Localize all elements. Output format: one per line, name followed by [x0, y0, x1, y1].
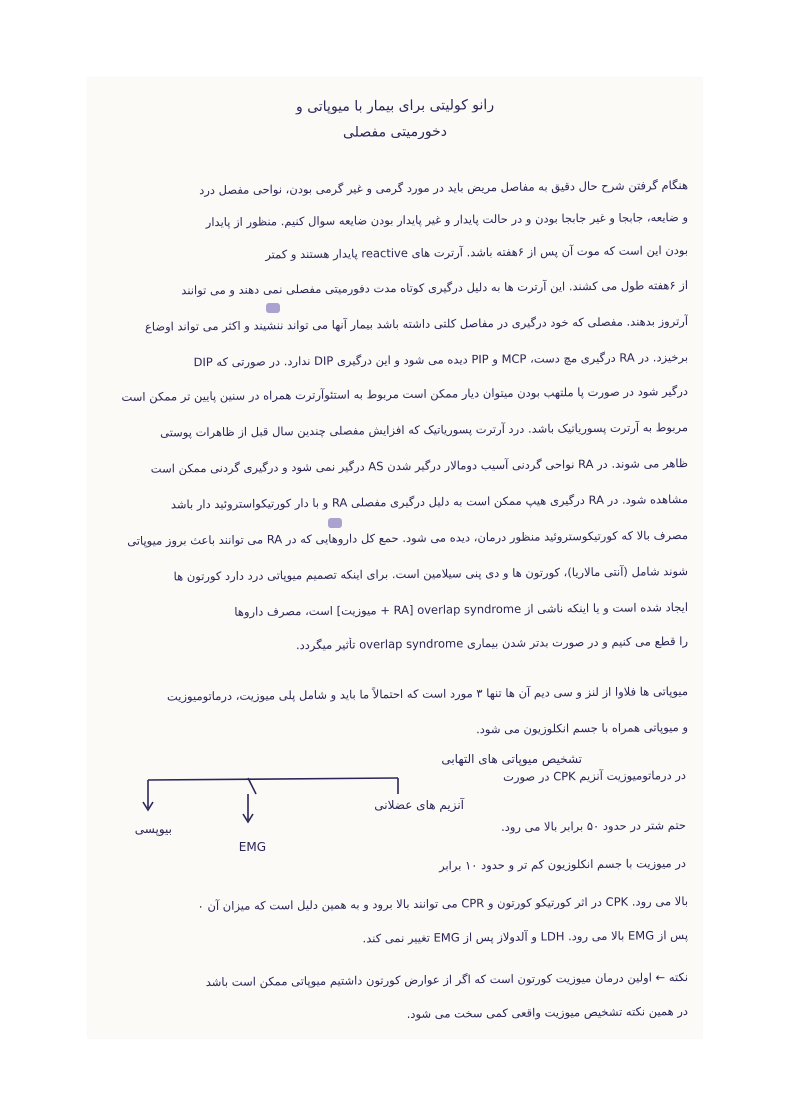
text-line: پس از EMG بالا می رود. LDH و آلدولاز پس از EMG تغییر نمی کند.: [362, 928, 689, 946]
text-line: و ضایعه، جابجا و غیر جابجا بودن و در حالت پایدار و غیر پایدار بودن ضایعه سوال کنیم. منظور از پایدار: [205, 210, 689, 230]
text-line: آرتروز بدهند. مفصلی که خود درگیری در مفاصل کلتی داشته باشد بیمار آنها می تواند ننشیند و اکثر می تواند اوضاع: [144, 314, 689, 334]
text-line: میوپاتی ها فلاوا از لنز و سی دیم آن ها تنها ۳ مورد است که احتمالاً ما باید و شامل پلی میوزیت، درماتومیوزیت: [166, 684, 689, 704]
diagram-branch-biopsy: بیوپسی: [134, 822, 172, 836]
text-line: مربوط به آرترت پسوریاتیک باشد. درد آرترت پسوریاتیک که افزایش مفصلی چندین سال قبل از ظاهرات پوستی: [160, 420, 689, 440]
text-line: بودن این است که موت آن پس از ۶هفته باشد. آرترت های reactive پایدار هستند و کمتر: [265, 243, 689, 262]
text-line: مصرف بالا که کورتیکوستروئید منظور درمان، دیده می شود. حمع کل داروهایی که در RA می توانند باعث بروز میوپاتی: [127, 528, 689, 548]
handwritten-page: [88, 78, 702, 1038]
diagram-branch-enzymes: آنزیم های عضلانی: [374, 798, 464, 812]
text-line: ظاهر می شوند. در RA نواحی گردنی آسیب دومالار درگیر شدن AS درگیر نمی شود و درگیری گردنی ممکن است: [150, 456, 689, 476]
text-line: و میوپاتی همراه با جسم انکلوزیون می شود.: [475, 720, 689, 737]
text-line: برخیزد. در RA درگیری مچ دست، MCP و PIP دیده می شود و این درگیری DIP ندارد. در صورتی که DIP: [193, 350, 689, 370]
diagram-branch-emg: EMG: [238, 840, 266, 854]
text-line: در همین نکته تشخیص میوزیت واقعی کمی سخت می شود.: [406, 1004, 689, 1021]
text-line: مشاهده شود. در RA درگیری هیپ ممکن است به دلیل درگیری مفصلی RA و با دار کورتیکواستروئید دار باشد: [170, 492, 689, 512]
text-line: در درماتومیوزیت آنزیم CPK در صورت: [502, 768, 687, 784]
text-line: نکته ← اولین درمان میوزیت کورتون است که اگر از عوارض کورتون داشتیم میوپاتی ممکن است باشد: [205, 970, 689, 990]
text-line: را قطع می کنیم و در صورت بدتر شدن بیماری overlap syndrome تأثیر میگردد.: [295, 634, 689, 653]
text-line: حتم شتر در حدود ۵۰ برابر بالا می رود.: [500, 818, 687, 834]
text-line: بالا می رود. CPK در اثر کورتیکو کورتون و CPR می توانند بالا برود و به همین دلیل است که میزان آن ۰: [197, 894, 689, 914]
text-line: ایجاد شده است و یا اینکه ناشی از overlap syndrome [RA + میوزیت] است، مصرف داروها: [234, 600, 689, 619]
title-line-1: رانو کولیتی برای بیمار با میوپاتی و: [295, 97, 495, 116]
text-line: شوند شامل (آنتی مالاریا)، کورتون ها و دی پنی سیلامین است. برای اینکه تصمیم میوپاتی درد دارد کورتون ها: [173, 564, 689, 584]
text-line: از ۶هفته طول می کشند. این آرترت ها به دلیل درگیری کوتاه مدت دفورمیتی مفصلی نمی دهند و می توانند: [181, 278, 689, 298]
text-line: در میوزیت با جسم انکلوزیون کم تر و حدود ۱۰ برابر: [439, 856, 687, 873]
title-line-2: دخورمیتی مفصلی: [342, 123, 448, 141]
diagram-heading: تشخیص میوپاتی های التهابی: [441, 752, 582, 766]
text-line: هنگام گرفتن شرح حال دقیق به مفاصل مریض باید در مورد گرمی و غیر گرمی بودن، نواحی مفصل درد: [199, 178, 689, 198]
text-line: درگیر شود در صورت پا ملتهب بودن میتوان دیار ممکن است مربوط به استئوآرترت همراه در سنین پایین تر ممکن است: [121, 384, 689, 404]
